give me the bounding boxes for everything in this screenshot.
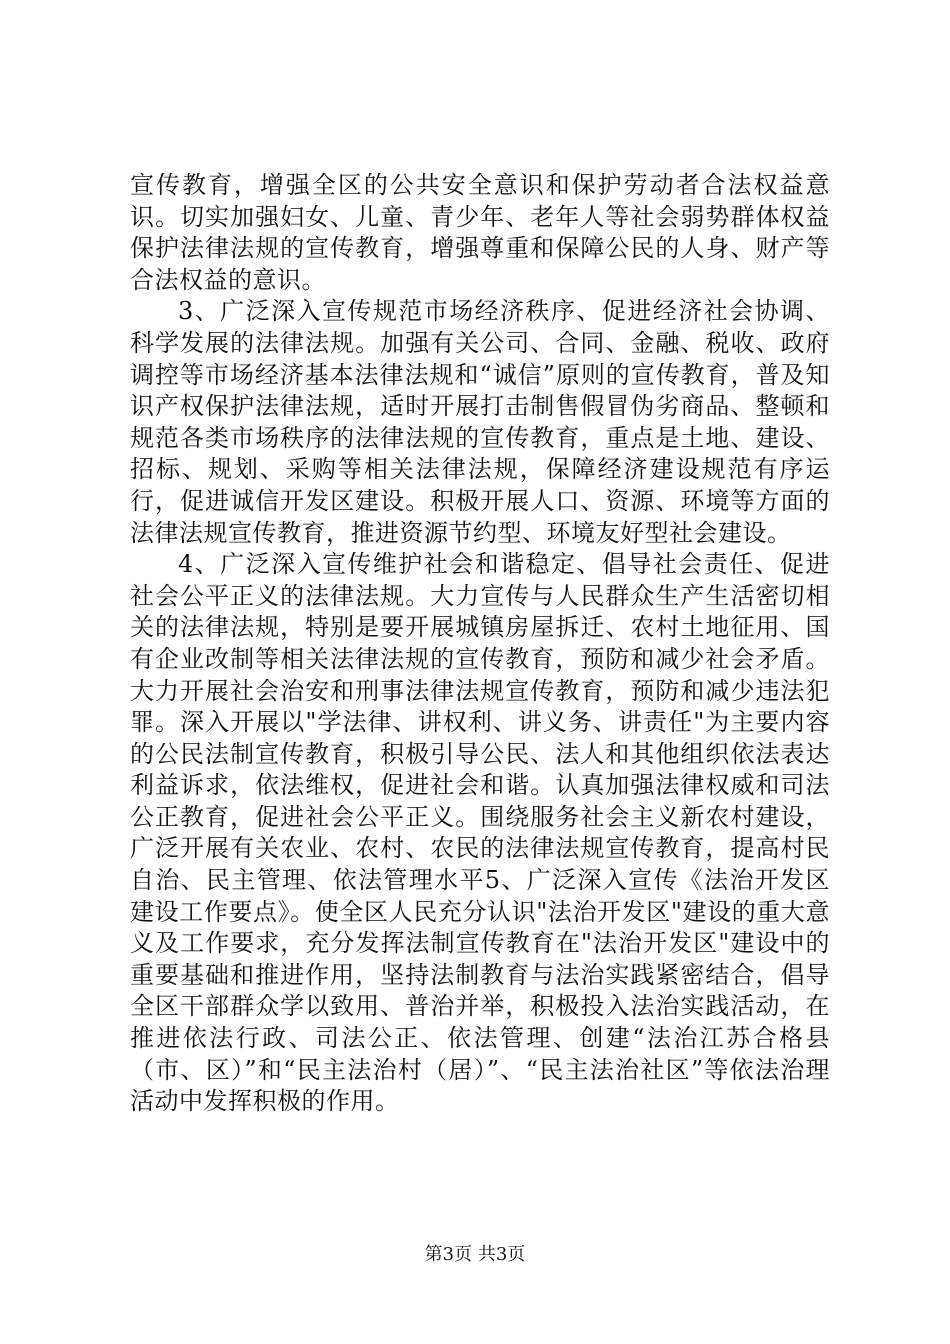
document-body (130, 170, 830, 1118)
paragraph-item-4: 4、广泛深入宣传维护社会和谐稳定、倡导社会责任、促进社会公平正义的法律法规。大力宣传与人民群众生产生活密切相关的法律法规，特别是要开展城镇房屋拆迁、农村土地征用、国有企业改制等相关法律法规的宣传教育，预防和减少社会矛盾。大力开展社会治安和刑事法律法规宣传教育，预防和减少违法犯罪。深入开展以"学法律、讲权利、讲义务、讲责任"为主要内容的公民法制宣传教育，积极引导公民、法人和其他组织依法表达利益诉求，依法维权，促进社会和谐。认真加强法律权威和司法公正教育，促进社会公平正义。围绕服务社会主义新农村建设，广泛开展有关农业、农村、农民的法律法规宣传教育，提高村民自治、民主管理、依法管理水平5、广泛深入宣传《法治开发区建设工作要点》。使全区人民充分认识"法治开发区"建设的重大意义及工作要求，充分发挥法制宣传教育在"法治开发区"建设中的重要基础和推进作用，坚持法制教育与法治实践紧密结合，倡导全区干部群众学以致用、普治并举，积极投入法治实践活动，在推进依法行政、司法公正、依法管理、创建“法治江苏合格县（市、区）”和“民主法治村（居）”、“民主法治社区”等依法治理活动中发挥积极的作用。 (130, 550, 830, 1116)
paragraph-continuation: 宣传教育，增强全区的公共安全意识和保护劳动者合法权益意识。切实加强妇女、儿童、青少年、老年人等社会弱势群体权益保护法律法规的宣传教育，增强尊重和保障公民的人身、财产等合法权益的意识。 (130, 171, 830, 294)
page-number-footer: 第3页 共3页 (424, 1244, 526, 1265)
paragraph-item-3: 3、广泛深入宣传规范市场经济秩序、促进经济社会协调、科学发展的法律法规。加强有关公司、合同、金融、税收、政府调控等市场经济基本法律法规和“诚信”原则的宣传教育，普及知识产权保护法律法规，适时开展打击制售假冒伪劣商品、整顿和规范各类市场秩序的法律法规的宣传教育，重点是土地、建设、招标、规划、采购等相关法律法规，保障经济建设规范有序运行，促进诚信开发区建设。积极开展人口、资源、环境等方面的法律法规宣传教育，推进资源节约型、环境友好型社会建设。 (130, 297, 830, 547)
